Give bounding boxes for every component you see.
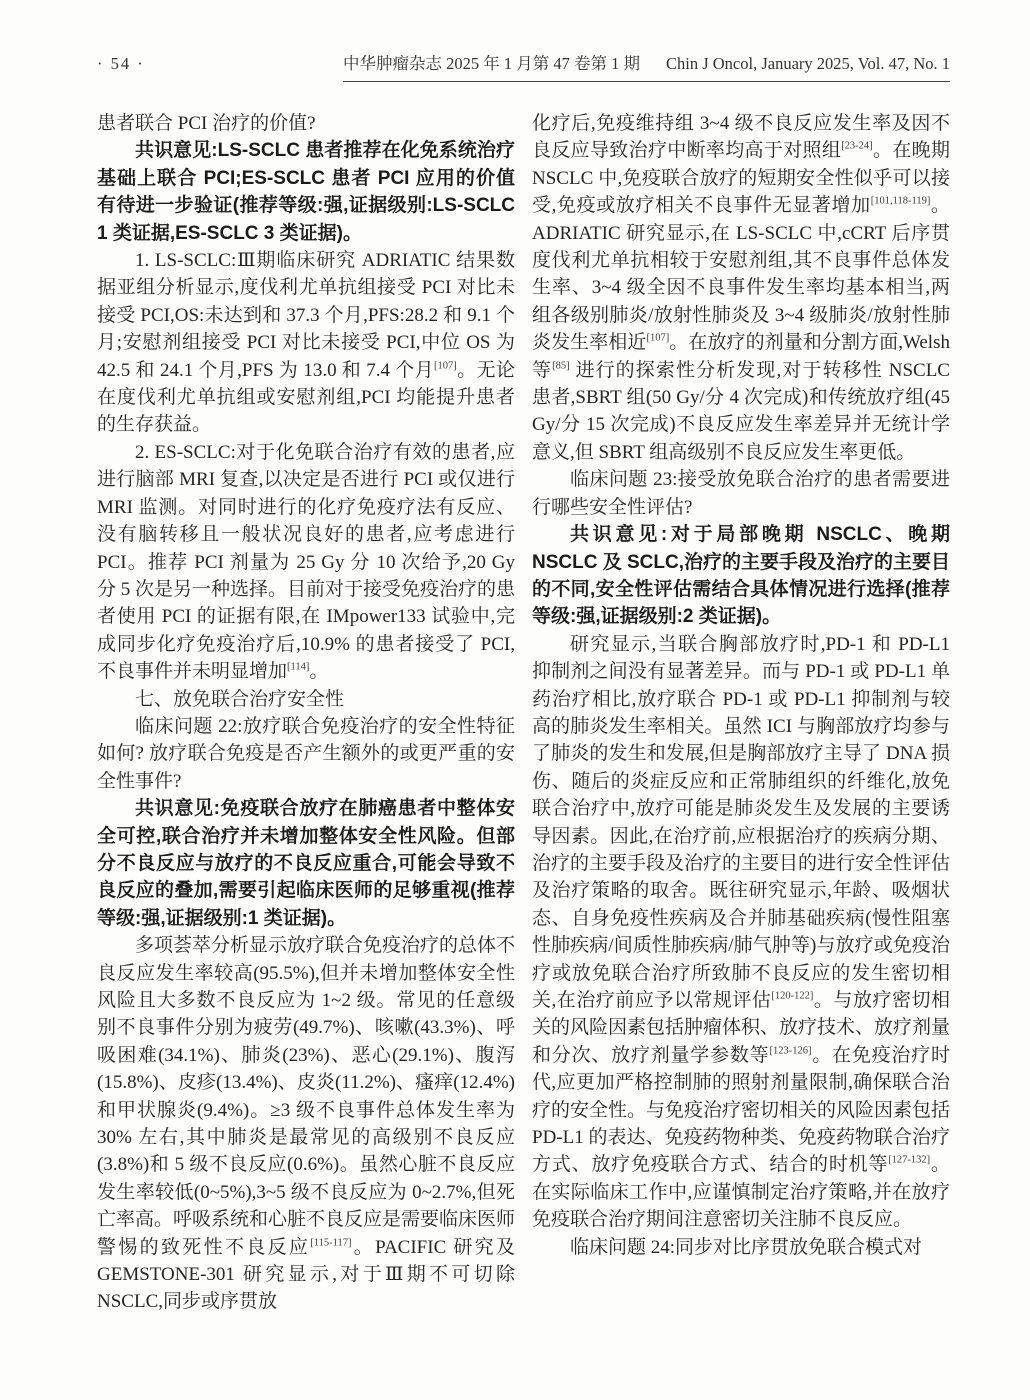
citation-ref: [120-122]: [771, 990, 814, 1002]
citation-ref: [127-132]: [888, 1155, 931, 1167]
citation-ref: [85]: [552, 360, 570, 372]
citation-ref: [107]: [434, 360, 457, 372]
paragraph-continuation: 化疗后,免疫维持组 3~4 级不良反应发生率及因不良反应导致治疗中断率均高于对照组[23-24]。在晚期 NSCLC 中,免疫联合放疗的短期安全性似乎可以接受,免疫或放疗相关不良事件无显著增加[101,118-119]。ADRIATIC 研究显示,在 LS-SCLC 中,cCRT 后序贯度伐利尤单抗相较于安慰剂组,其不良事件总体发生率、3~4 级全因不良事件发生率均基本相当,两组各级别肺炎/放射性肺炎及 3~4 级肺炎/放射性肺炎发生率相近[107]。在放疗的剂量和分割方面,Welsh 等[85] 进行的探索性分析发现,对于转移性 NSCLC 患者,SBRT 组(50 Gy/分 4 次完成)和传统放疗组(45 Gy/分 15 次完成)不良反应发生率差异并无统计学意义,但 SBRT 组高级别不良反应发生率更低。: [532, 113, 950, 463]
citation-ref: [114]: [287, 661, 310, 673]
article-body: [97, 110, 950, 1316]
citation-ref: [23-24]: [841, 141, 873, 153]
citation-ref: [107]: [646, 332, 670, 344]
consensus-opinion-safety: 共识意见:免疫联合放疗在肺癌患者中整体安全可控,联合治疗并未增加整体安全性风险。但部分不良反应与放疗的不良反应重合,可能会导致不良反应的叠加,需要引起临床医师的足够重视(推荐等级:强,证据级别:1 类证据)。: [97, 798, 515, 929]
consensus-opinion-evaluation: 共识意见:对于局部晚期 NSCLC、晚期 NSCLC 及 SCLC,治疗的主要手段及治疗的主要目的不同,安全性评估需结合具体情况进行选择(推荐等级:强,证据级别:2 类证据)。: [532, 524, 951, 628]
paragraph-ls-sclc: 1. LS-SCLC:Ⅲ期临床研究 ADRIATIC 结果数据亚组分析显示,度伐利尤单抗组接受 PCI 对比未接受 PCI,OS:未达到和 37.3 个月,PFS:28.2 和 9.1 个月;安慰剂组接受 PCI 对比未接受 PCI,中位 OS 为 42.5 和 24.1 个月,PFS 为 13.0 和 7.4 个月[107]。无论在度伐利尤单抗组或安慰剂组,PCI 均能提升患者的生存获益。: [97, 250, 515, 436]
paragraph-es-sclc: 2. ES-SCLC:对于化免联合治疗有效的患者,应进行脑部 MRI 复查,以决定是否进行 PCI 或仅进行 MRI 监测。对同时进行的化疗免疫疗法有反应、没有脑转移且一般状况良好的患者,应考虑进行 PCI。推荐 PCI 剂量为 25 Gy 分 10 次给予,20 Gy 分 5 次是另一种选择。目前对于接受免疫治疗的患者使用 PCI 的证据有限,在 IMpower133 试验中,完成同步化疗免疫治疗后,10.9% 的患者接受了 PCI,不良事件并未明显增加[114]。: [97, 441, 516, 683]
citation-ref: [101,118-119]: [870, 195, 931, 207]
right-column: [532, 110, 950, 1316]
paragraph-continuation: 患者联合 PCI 治疗的价值?: [97, 113, 316, 134]
left-column: [97, 110, 515, 1316]
paragraph-meta-analysis: 多项荟萃分析显示放疗联合免疫治疗的总体不良反应发生率较高(95.5%),但并未增加整体安全性风险且大多数不良反应为 1~2 级。常见的任意级别不良事件分别为疲劳(49.7%)、咳嗽(43.3%)、呼吸困难(34.1%)、肺炎(23%)、恶心(29.1%)、腹泻(15.8%)、皮疹(13.4%)、皮炎(11.2%)、瘙痒(12.4%)和甲状腺炎(9.4%)。≥3 级不良事件总体发生率为 30% 左右,其中肺炎是最常见的高级别不良反应(3.8%)和 5 级不良反应(0.6%)。虽然心脏不良反应发生率较低(0~5%),3~5 级不良反应为 0~2.7%,但死亡率高。呼吸系统和心脏不良反应是需要临床医师警惕的致死性不良反应[115-117]。PACIFIC 研究及 GEMSTONE-301 研究显示,对于Ⅲ期不可切除 NSCLC,同步或序贯放: [97, 935, 516, 1313]
page-header: [97, 50, 950, 82]
citation-ref: [123-126]: [769, 1045, 812, 1057]
clinical-question-23: 临床问题 23:接受放免联合治疗的患者需要进行哪些安全性评估?: [532, 469, 950, 518]
clinical-question-24: 临床问题 24:同步对比序贯放免联合模式对: [570, 1236, 923, 1258]
clinical-question-22: 临床问题 22:放疗联合免疫治疗的安全性特征如何? 放疗联合免疫是否产生额外的或更严重的安全性事件?: [97, 715, 515, 792]
citation-ref: [115-117]: [310, 1237, 352, 1249]
journal-title-en: Chin J Oncol, January 2025, Vol. 47, No. 1: [665, 54, 950, 73]
journal-title-cn: 中华肿瘤杂志 2025 年 1 月第 47 卷第 1 期: [342, 54, 640, 73]
page-number: · 54 ·: [97, 54, 145, 73]
section-heading-7: 七、放免联合治疗安全性: [135, 688, 345, 710]
consensus-opinion-pci: 共识意见:LS-SCLC 患者推荐在化免系统治疗基础上联合 PCI;ES-SCLC 患者 PCI 应用的价值有待进一步验证(推荐等级:强,证据级别:LS-SCLC 1 类证据,ES-SCLC 3 类证据)。: [97, 140, 515, 244]
journal-citation: [343, 50, 950, 82]
paragraph-risk-factors: 研究显示,当联合胸部放疗时,PD-1 和 PD-L1 抑制剂之间没有显著差异。而与 PD-1 或 PD-L1 单药治疗相比,放疗联合 PD-1 或 PD-L1 抑制剂与较高的肺炎发生率相关。虽然 ICI 与胸部放疗均参与了肺炎的发生和发展,但是胸部放疗主导了 DNA 损伤、随后的炎症反应和正常肺组织的纤维化,放免联合治疗中,放疗可能是肺炎发生及发展的主要诱导因素。因此,在治疗前,应根据治疗的疾病分期、治疗的主要手段及治疗的主要目的进行安全性评估及治疗策略的取舍。既往研究显示,年龄、吸烟状态、自身免疫性疾病及合并肺基础疾病(慢性阻塞性肺疾病/间质性肺疾病/肺气肿等)与放疗或免疫治疗或放免联合治疗所致肺不良反应的发生密切相关,在治疗前应予以常规评估[120-122]。与放疗密切相关的风险因素包括肿瘤体积、放疗技术、放疗剂量和分次、放疗剂量学参数等[123-126]。在免疫治疗时代,应更加严格控制肺的照射剂量限制,确保联合治疗的安全性。与免疫治疗密切相关的风险因素包括 PD-L1 的表达、免疫药物种类、免疫药物联合治疗方式、放疗免疫联合方式、结合的时机等[127-132]。在实际临床工作中,应谨慎制定治疗策略,并在放疗免疫联合治疗期间注意密切关注肺不良反应。: [532, 633, 951, 1231]
